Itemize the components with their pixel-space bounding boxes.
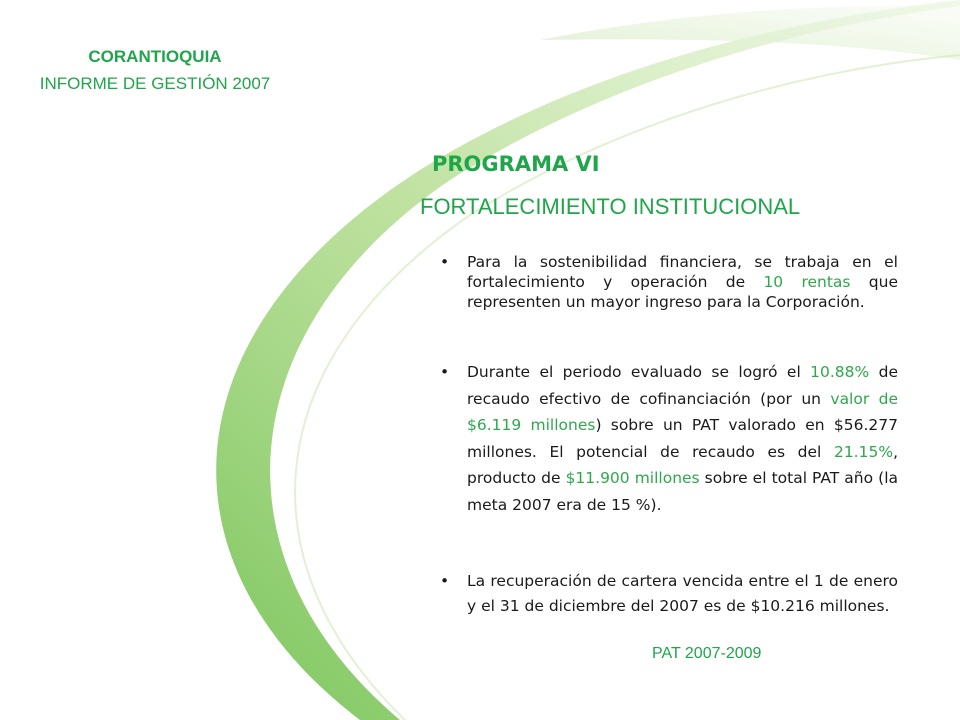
- bullet-item-cartera: [440, 569, 898, 619]
- bullet-text: sobre el total PAT año (la meta 2007 era de 15 %).: [467, 469, 899, 514]
- footer-label: PAT 2007-2009: [652, 645, 762, 662]
- bullet-item-recaudo: [440, 359, 898, 518]
- report-title: INFORME DE GESTIÓN 2007: [39, 74, 271, 93]
- bullet-text: , producto de: [467, 442, 898, 487]
- highlight-rentas: 10 rentas: [763, 273, 851, 291]
- bullet-text: La recuperación de cartera vencida entre el 1 de enero y el 31 de diciembre del 2007 es de $10.216 millones.: [467, 572, 898, 615]
- highlight-millones: $11.900 millones: [565, 469, 700, 487]
- bullet-text: Durante el periodo evaluado se logró el: [467, 363, 811, 381]
- bullet-item-rentas: [440, 252, 898, 312]
- org-name: CORANTIOQUIA: [88, 47, 222, 66]
- highlight-percent-potencial: 21.15%: [833, 442, 894, 461]
- bullet-text: Para la sostenibilidad financiera, se trabaja en el fortalecimiento y operación de: [467, 253, 898, 291]
- program-title: PROGRAMA VI: [432, 152, 600, 176]
- bullet-text: de recaudo efectivo de cofinanciación (por un: [467, 363, 898, 408]
- program-subtitle: FORTALECIMIENTO INSTITUCIONAL: [420, 194, 801, 219]
- bullet-list: [440, 252, 898, 619]
- highlight-valor: valor de $6.119 millones: [467, 389, 899, 434]
- bullet-text: ) sobre un PAT valorado en $56.277 millones. El potencial de recaudo es del: [467, 416, 898, 461]
- highlight-percent-recaudo: 10.88%: [810, 363, 870, 381]
- bullet-text: que representen un mayor ingreso para la Corporación.: [467, 273, 898, 311]
